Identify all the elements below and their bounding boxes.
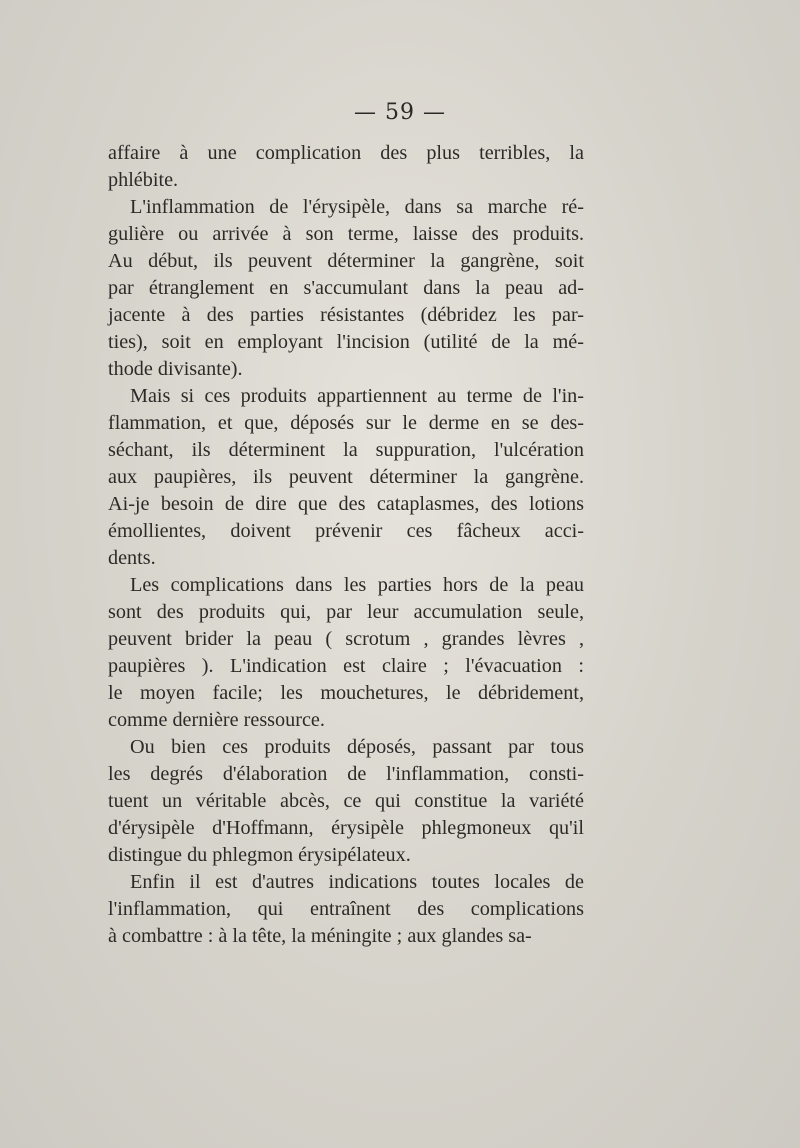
text-line: tuent un véritable abcès, ce qui constitue la variété: [108, 790, 584, 812]
paragraph: [108, 734, 584, 869]
text-line: paupières ). L'indication est claire ; l'évacuation :: [108, 655, 584, 677]
text-line: Enfin il est d'autres indications toutes locales de: [130, 871, 584, 893]
text-line: les degrés d'élaboration de l'inflammation, consti-: [108, 763, 584, 785]
text-line: L'inflammation de l'érysipèle, dans sa marche ré-: [130, 196, 584, 218]
page-number: — 59 —: [354, 100, 446, 125]
text-line: sont des produits qui, par leur accumulation seule,: [108, 601, 584, 623]
text-line: aux paupières, ils peuvent déterminer la gangrène.: [108, 466, 584, 488]
text-line: par étranglement en s'accumulant dans la peau ad-: [108, 277, 584, 299]
paragraph: [108, 140, 584, 194]
text-line: gulière ou arrivée à son terme, laisse des produits.: [108, 223, 584, 245]
text-line: jacente à des parties résistantes (débridez les par-: [108, 304, 584, 326]
text-line: séchant, ils déterminent la suppuration, l'ulcération: [108, 439, 584, 461]
text-line: comme dernière ressource.: [108, 709, 325, 731]
text-line: phlébite.: [108, 169, 179, 191]
text-line: Au début, ils peuvent déterminer la gangrène, soit: [108, 250, 584, 272]
text-line: affaire à une complication des plus terribles, la: [108, 142, 584, 164]
text-line: le moyen facile; les mouchetures, le débridement,: [108, 682, 584, 704]
paragraph: [108, 194, 584, 383]
text-line: dents.: [108, 547, 156, 569]
text-line: peuvent brider la peau ( scrotum , grandes lèvres ,: [108, 628, 584, 650]
text-line: d'érysipèle d'Hoffmann, érysipèle phlegmoneux qu'il: [108, 817, 584, 839]
paragraph: [108, 572, 584, 734]
text-line: distingue du phlegmon érysipélateux.: [108, 844, 411, 866]
text-line: Ou bien ces produits déposés, passant par tous: [130, 736, 584, 758]
paragraph: [108, 383, 584, 572]
text-line: Les complications dans les parties hors de la peau: [130, 574, 584, 596]
body-text: [108, 140, 584, 950]
text-line: l'inflammation, qui entraînent des complications: [108, 898, 584, 920]
paragraph: [108, 869, 584, 950]
text-line: Mais si ces produits appartiennent au terme de l'in-: [130, 385, 584, 407]
text-line: émollientes, doivent prévenir ces fâcheux acci-: [108, 520, 584, 542]
text-line: à combattre : à la tête, la méningite ; aux glandes sa-: [108, 925, 532, 947]
text-line: flammation, et que, déposés sur le derme en se des-: [108, 412, 584, 434]
text-line: Ai-je besoin de dire que des cataplasmes, des lotions: [108, 493, 584, 515]
text-line: ties), soit en employant l'incision (utilité de la mé-: [108, 331, 584, 353]
text-line: thode divisante).: [108, 358, 243, 380]
